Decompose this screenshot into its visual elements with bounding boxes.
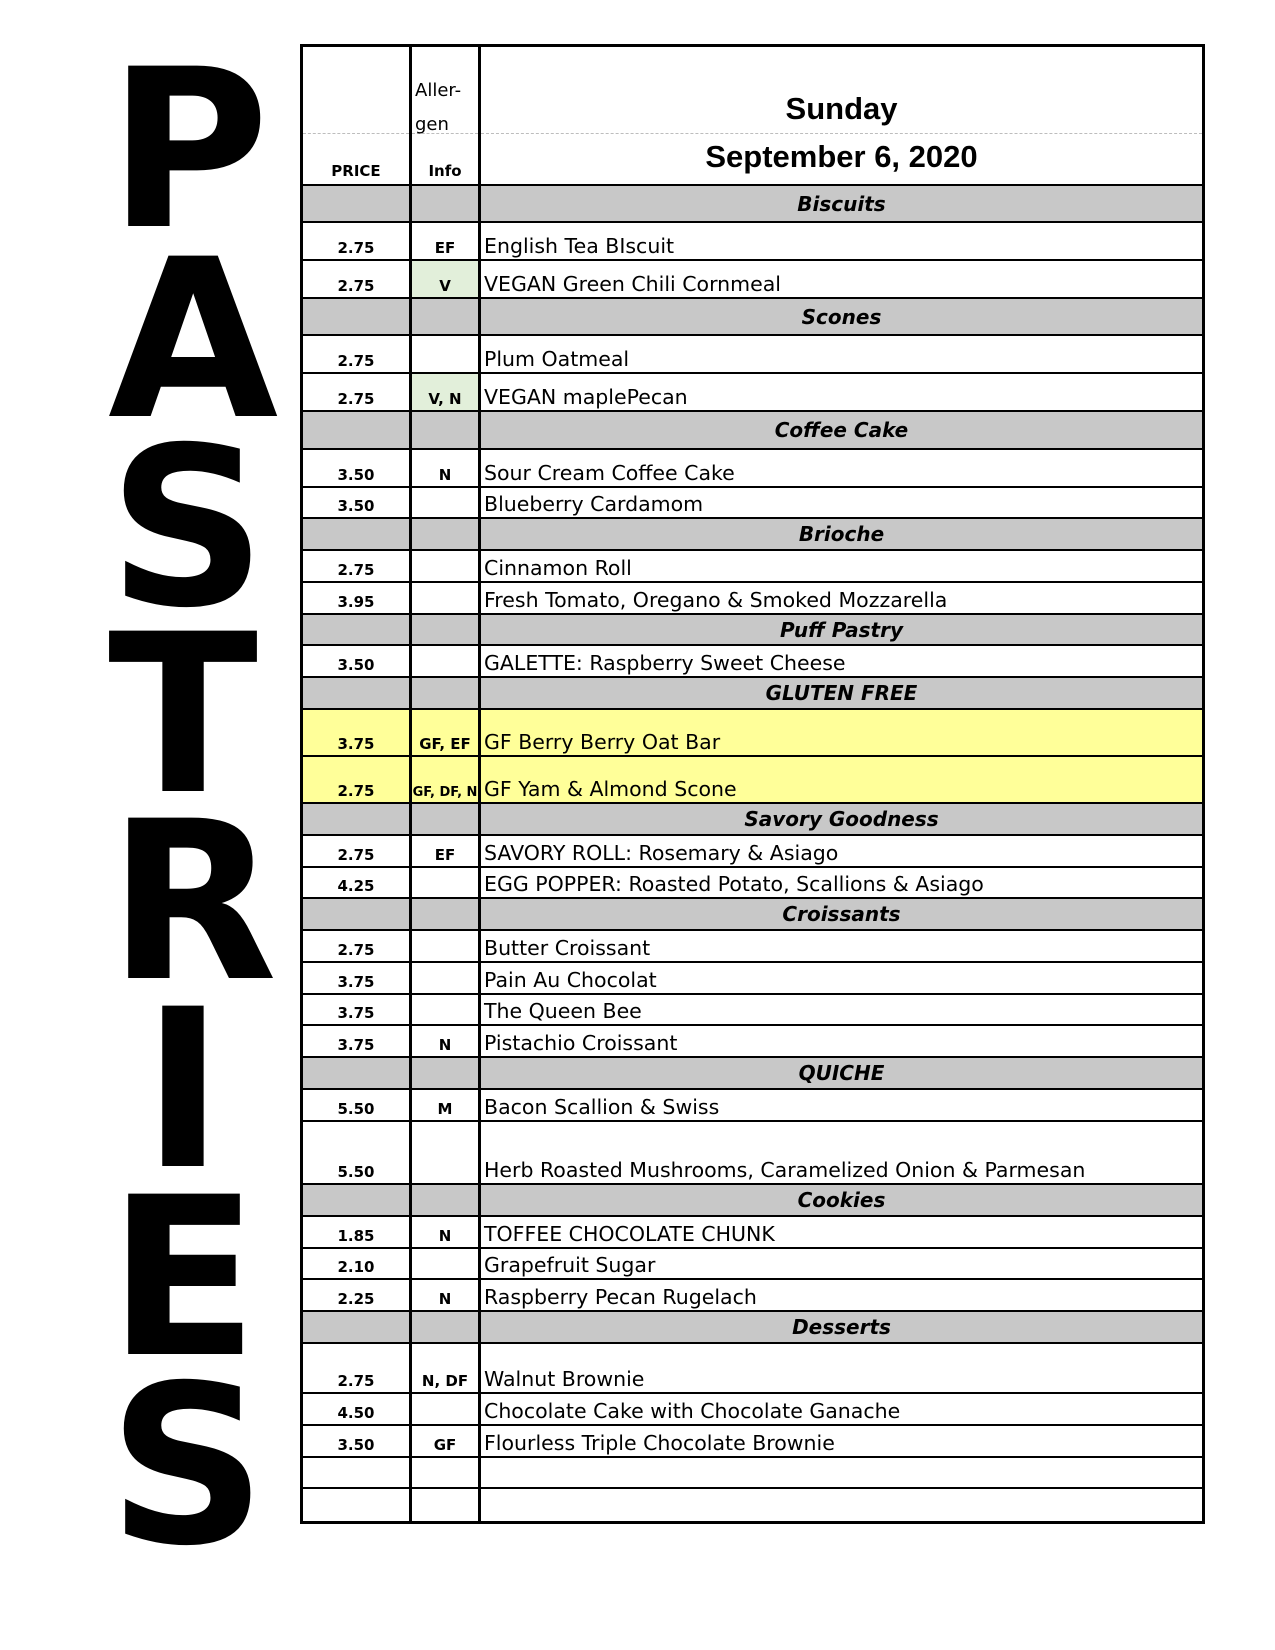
price-cell: 5.50: [303, 1090, 412, 1120]
price-cell: [303, 1458, 412, 1487]
allergen-cell: GF: [412, 1426, 481, 1456]
menu-item-row: [303, 1394, 1202, 1426]
item-name-cell: VEGAN Green Chili Cornmeal: [484, 272, 781, 296]
section-header-row: [303, 412, 1202, 450]
section-header-row: [303, 615, 1202, 646]
price-cell: 1.85: [303, 1217, 412, 1247]
price-cell: [303, 299, 412, 334]
section-title: Brioche: [798, 522, 885, 546]
allergen-cell: [412, 336, 481, 372]
price-cell: 3.75: [303, 1026, 412, 1056]
side-letter: P: [108, 22, 270, 278]
menu-rows: [303, 186, 1202, 1521]
price-cell: [303, 412, 412, 448]
allergen-cell: [412, 1489, 481, 1521]
menu-item-row: [303, 1280, 1202, 1312]
section-header-row: [303, 519, 1202, 551]
price-cell: [303, 899, 412, 929]
section-title: Biscuits: [797, 191, 886, 216]
item-name-cell: Herb Roasted Mushrooms, Caramelized Onion & Parmesan: [484, 1158, 1086, 1182]
menu-item-row: [303, 963, 1202, 995]
price-cell: [303, 1185, 412, 1215]
price-cell: 2.75: [303, 261, 412, 297]
price-cell: [303, 1312, 412, 1342]
allergen-cell: [412, 899, 481, 929]
menu-item-row: [303, 1344, 1202, 1394]
allergen-cell: [412, 1058, 481, 1088]
menu-item-row: [303, 646, 1202, 678]
item-name-cell: GF Berry Berry Oat Bar: [484, 730, 721, 754]
side-letter: A: [108, 212, 279, 468]
price-cell: 2.10: [303, 1249, 412, 1278]
item-name-cell: The Queen Bee: [484, 999, 642, 1023]
price-cell: 2.25: [303, 1280, 412, 1310]
allergen-cell: M: [412, 1090, 481, 1120]
allergen-cell: [412, 995, 481, 1024]
item-name-cell: Flourless Triple Chocolate Brownie: [484, 1431, 835, 1455]
price-cell: 3.75: [303, 963, 412, 993]
section-title: Desserts: [792, 1315, 891, 1339]
allergen-cell: [412, 551, 481, 581]
price-cell: 3.50: [303, 1426, 412, 1456]
header-allergen-line2: gen: [415, 114, 449, 135]
price-cell: 4.25: [303, 868, 412, 897]
price-cell: [303, 519, 412, 549]
section-title: Savory Goodness: [744, 807, 939, 831]
allergen-cell: [412, 931, 481, 961]
item-name-cell: GALETTE: Raspberry Sweet Cheese: [484, 651, 846, 675]
header-date: September 6, 2020: [705, 139, 978, 174]
item-name-cell: SAVORY ROLL: Rosemary & Asiago: [484, 841, 839, 865]
price-cell: 3.95: [303, 583, 412, 613]
header-allergen-line1: Aller-: [415, 80, 462, 101]
side-letter: E: [108, 1150, 259, 1406]
price-cell: 4.50: [303, 1394, 412, 1424]
allergen-cell: GF, EF: [412, 710, 481, 755]
price-cell: 2.75: [303, 336, 412, 372]
allergen-cell: [412, 1185, 481, 1215]
allergen-cell: [412, 412, 481, 448]
item-name-cell: EGG POPPER: Roasted Potato, Scallions & Asiago: [484, 872, 984, 896]
menu-item-row: [303, 868, 1202, 899]
header-info-label: Info: [428, 162, 462, 180]
menu-item-row: [303, 710, 1202, 757]
allergen-cell: EF: [412, 836, 481, 866]
allergen-cell: [412, 1458, 481, 1487]
price-cell: [303, 186, 412, 221]
allergen-cell: N: [412, 450, 481, 486]
price-cell: 3.50: [303, 488, 412, 517]
allergen-cell: [412, 963, 481, 993]
section-header-row: [303, 1185, 1202, 1217]
allergen-cell: [412, 299, 481, 334]
section-title: Scones: [801, 304, 882, 329]
item-name-cell: TOFFEE CHOCOLATE CHUNK: [484, 1222, 775, 1246]
item-name-cell: English Tea BIscuit: [484, 234, 675, 258]
section-header-row: [303, 1058, 1202, 1090]
item-name-cell: Raspberry Pecan Rugelach: [484, 1285, 757, 1309]
section-title: Coffee Cake: [774, 418, 909, 442]
section-title: Cookies: [797, 1188, 886, 1212]
allergen-cell: [412, 1312, 481, 1342]
menu-item-row: [303, 1026, 1202, 1058]
section-header-row: [303, 899, 1202, 931]
item-name-cell: Sour Cream Coffee Cake: [484, 461, 735, 485]
item-name-cell: Grapefruit Sugar: [484, 1253, 656, 1277]
price-cell: 3.50: [303, 646, 412, 676]
item-name-cell: Fresh Tomato, Oregano & Smoked Mozzarella: [484, 588, 948, 612]
header-price-column: [303, 47, 412, 184]
menu-item-row: [303, 1458, 1202, 1489]
price-cell: 3.75: [303, 710, 412, 755]
price-cell: [303, 678, 412, 708]
side-letter: S: [108, 400, 267, 656]
section-header-row: [303, 1312, 1202, 1344]
menu-item-row: [303, 374, 1202, 412]
allergen-cell: N: [412, 1280, 481, 1310]
menu-item-row: [303, 1122, 1202, 1185]
allergen-cell: [412, 868, 481, 897]
menu-item-row: [303, 1217, 1202, 1249]
section-header-row: [303, 804, 1202, 836]
section-title: QUICHE: [798, 1061, 885, 1085]
allergen-cell: [412, 1122, 481, 1183]
allergen-cell: [412, 519, 481, 549]
section-header-row: [303, 678, 1202, 710]
allergen-cell: GF, DF, N: [412, 757, 481, 802]
menu-item-row: [303, 1090, 1202, 1122]
menu-item-row: [303, 757, 1202, 804]
header-price-label: PRICE: [331, 162, 381, 180]
allergen-cell: [412, 678, 481, 708]
price-cell: [303, 804, 412, 834]
menu-item-row: [303, 1489, 1202, 1521]
menu-item-row: [303, 836, 1202, 868]
item-name-cell: Pistachio Croissant: [484, 1031, 678, 1055]
allergen-cell: [412, 804, 481, 834]
price-cell: 2.75: [303, 757, 412, 802]
side-title-pastries: [108, 22, 279, 1594]
pastry-menu-table: [300, 44, 1205, 1524]
price-cell: [303, 1058, 412, 1088]
item-name-cell: Blueberry Cardamom: [484, 492, 704, 516]
price-cell: 2.75: [303, 1344, 412, 1392]
item-name-cell: GF Yam & Almond Scone: [484, 777, 737, 801]
side-letter: T: [108, 587, 259, 843]
section-title: GLUTEN FREE: [765, 681, 918, 705]
price-cell: 3.75: [303, 995, 412, 1024]
menu-item-row: [303, 931, 1202, 963]
item-name-cell: Plum Oatmeal: [484, 347, 630, 371]
section-header-row: [303, 186, 1202, 223]
item-name-cell: [481, 1458, 1202, 1487]
allergen-cell: [412, 615, 481, 644]
allergen-cell: [412, 583, 481, 613]
table-header: [303, 47, 1202, 186]
menu-item-row: [303, 223, 1202, 261]
allergen-cell: [412, 1394, 481, 1424]
menu-item-row: [303, 551, 1202, 583]
menu-item-row: [303, 450, 1202, 488]
price-cell: 3.50: [303, 450, 412, 486]
allergen-cell: N: [412, 1217, 481, 1247]
allergen-cell: V, N: [412, 374, 481, 410]
side-letter: I: [142, 962, 224, 1218]
allergen-cell: N: [412, 1026, 481, 1056]
price-cell: 2.75: [303, 223, 412, 259]
allergen-cell: [412, 1249, 481, 1278]
section-title: Croissants: [782, 902, 901, 926]
item-name-cell: Chocolate Cake with Chocolate Ganache: [484, 1399, 901, 1423]
side-letter: S: [108, 1338, 267, 1594]
price-cell: 2.75: [303, 551, 412, 581]
header-day: Sunday: [785, 91, 898, 126]
menu-item-row: [303, 336, 1202, 374]
menu-item-row: [303, 1249, 1202, 1280]
menu-item-row: [303, 1426, 1202, 1458]
menu-item-row: [303, 583, 1202, 615]
menu-item-row: [303, 488, 1202, 519]
price-cell: [303, 1489, 412, 1521]
allergen-cell: N, DF: [412, 1344, 481, 1392]
menu-item-row: [303, 261, 1202, 299]
section-header-row: [303, 299, 1202, 336]
item-name-cell: [481, 1489, 1202, 1521]
allergen-cell: EF: [412, 223, 481, 259]
item-name-cell: Butter Croissant: [484, 936, 651, 960]
price-cell: 2.75: [303, 931, 412, 961]
price-cell: [303, 615, 412, 644]
allergen-cell: V: [412, 261, 481, 297]
price-cell: 2.75: [303, 836, 412, 866]
side-letter: R: [108, 774, 278, 1030]
allergen-cell: [412, 488, 481, 517]
price-cell: 5.50: [303, 1122, 412, 1183]
section-title: Puff Pastry: [779, 617, 904, 642]
item-name-cell: Bacon Scallion & Swiss: [484, 1095, 720, 1119]
item-name-cell: VEGAN maplePecan: [484, 385, 688, 409]
menu-item-row: [303, 995, 1202, 1026]
item-name-cell: Cinnamon Roll: [484, 556, 632, 580]
allergen-cell: [412, 186, 481, 221]
allergen-cell: [412, 646, 481, 676]
item-name-cell: Walnut Brownie: [484, 1367, 645, 1391]
price-cell: 2.75: [303, 374, 412, 410]
header-allergen-column: [412, 47, 481, 184]
item-name-cell: Pain Au Chocolat: [484, 968, 657, 992]
